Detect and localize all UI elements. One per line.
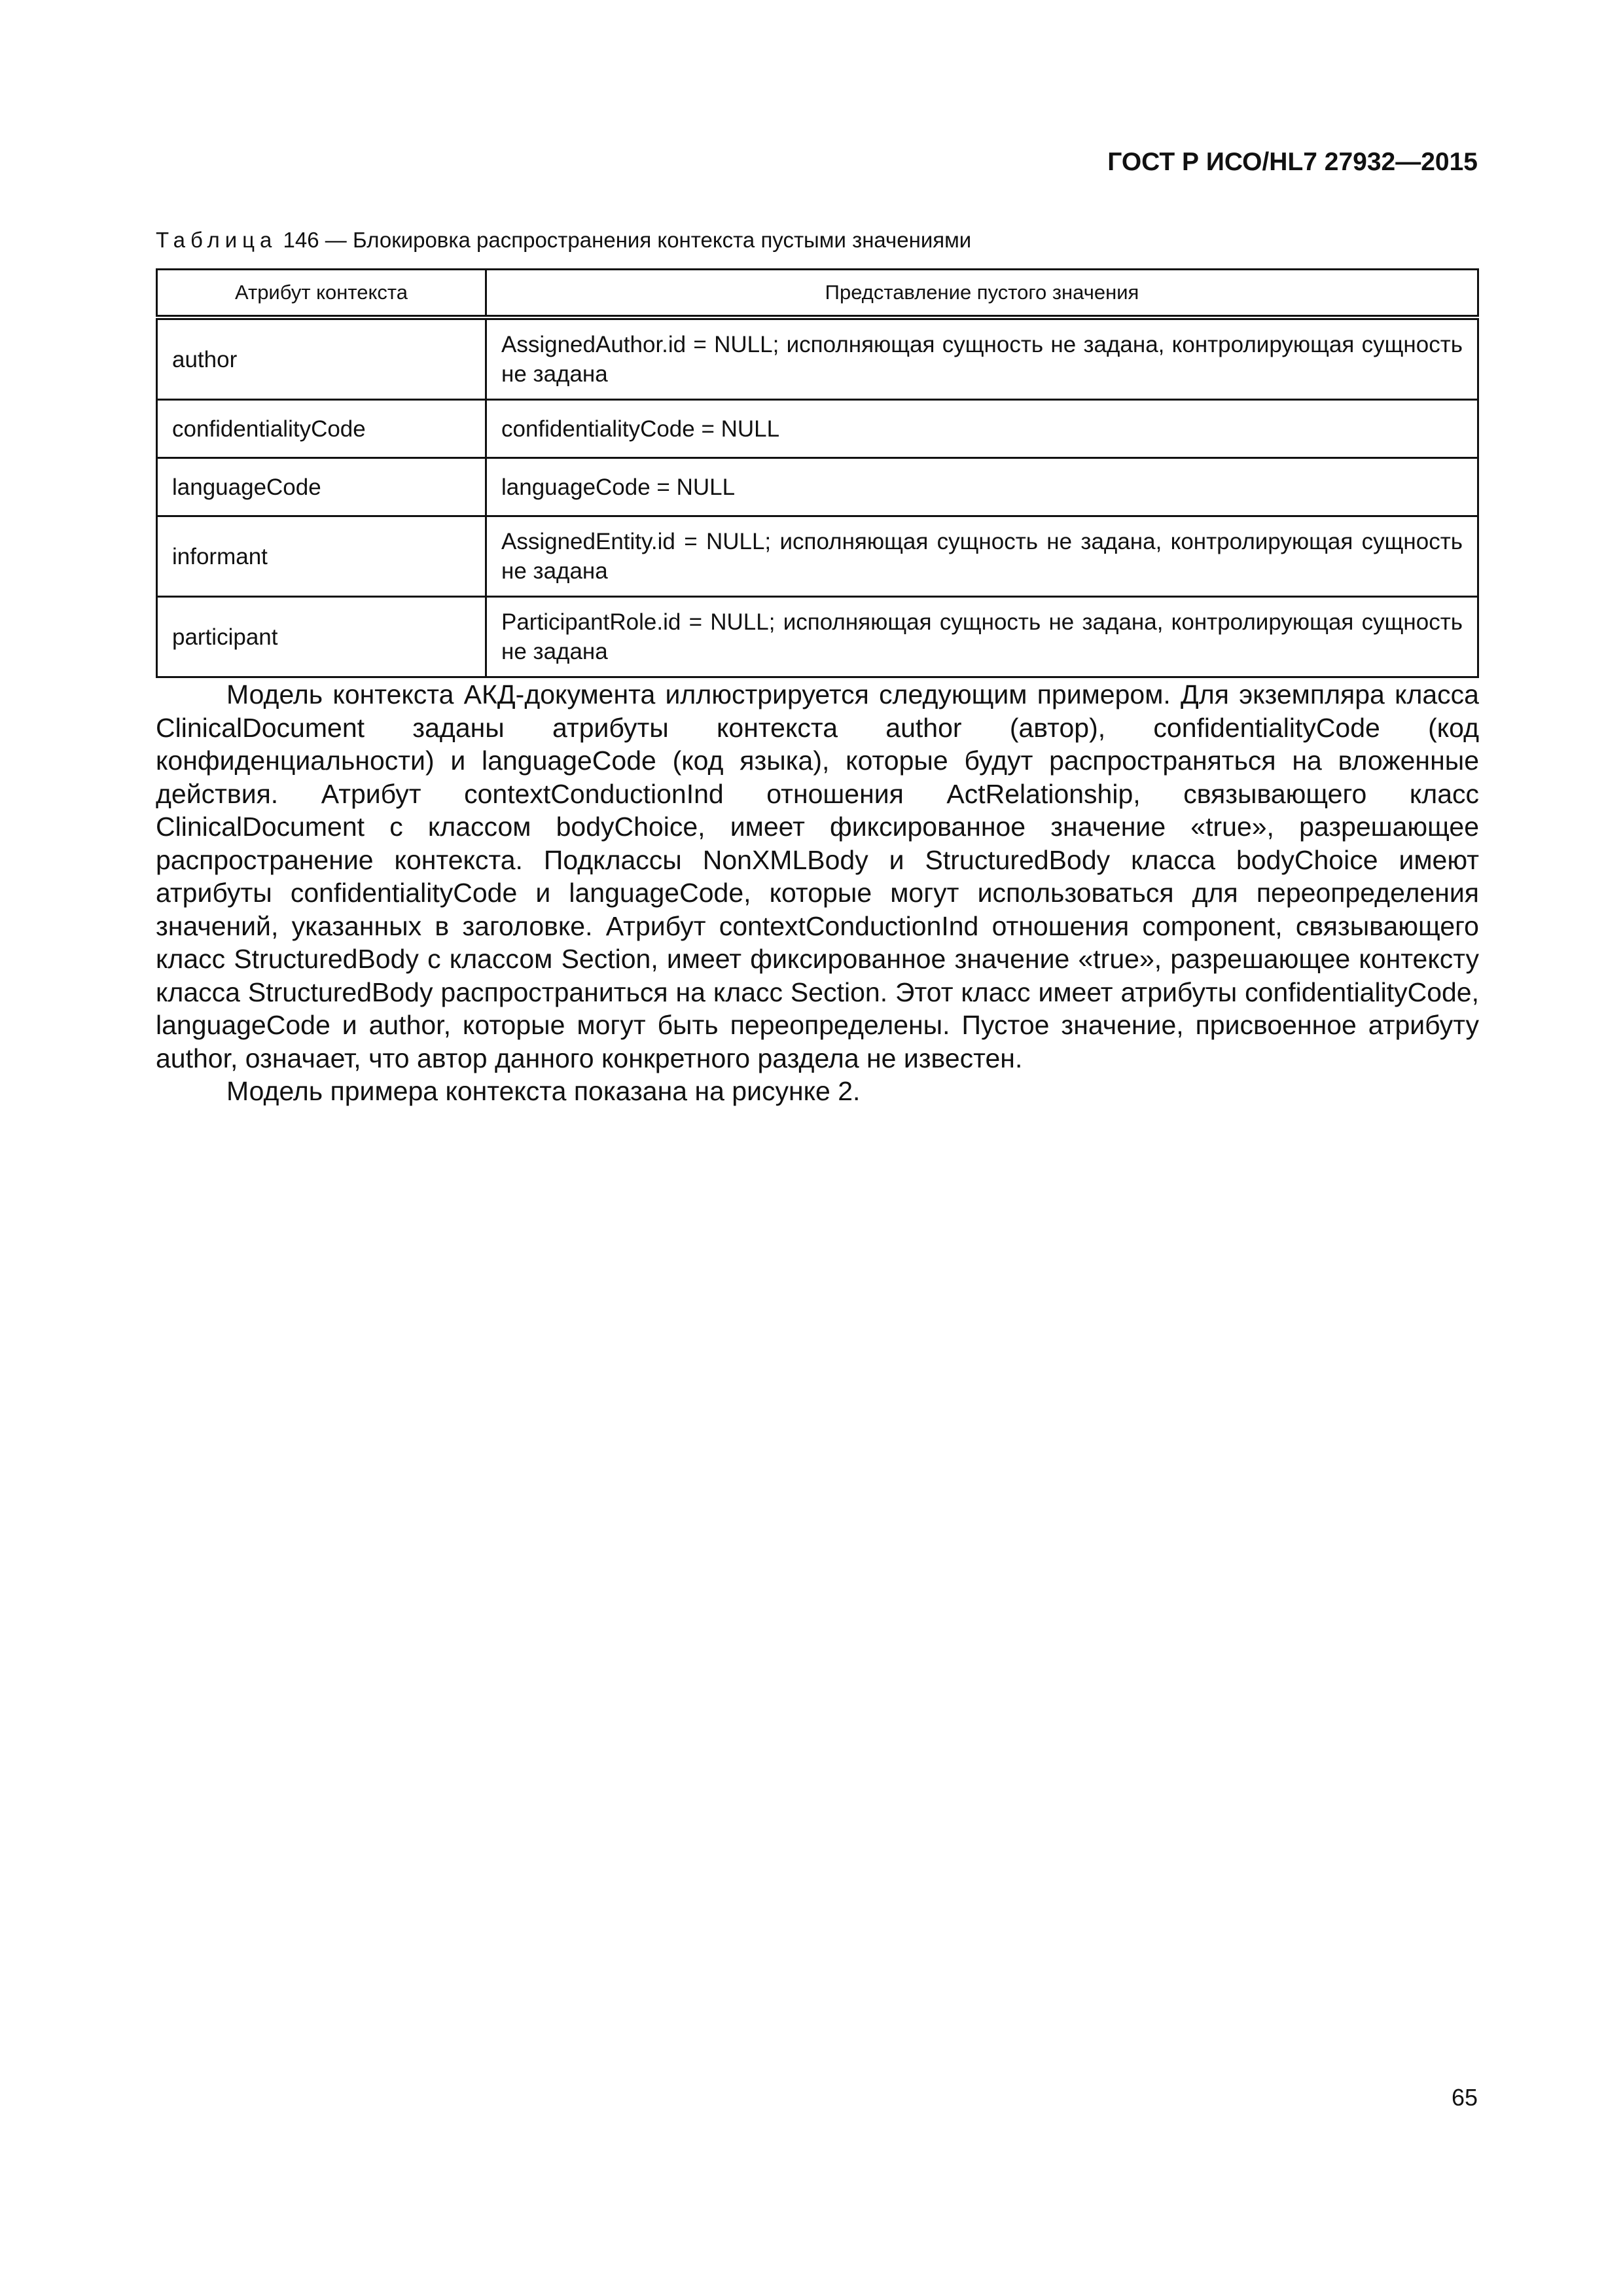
attribute-cell: confidentialityCode <box>157 400 486 458</box>
attribute-cell: informant <box>157 516 486 597</box>
table-row <box>157 400 1478 458</box>
attribute-cell: languageCode <box>157 458 486 516</box>
table-header-row <box>157 270 1478 318</box>
value-cell: AssignedEntity.id = NULL; исполняющая сущность не задана, контролирующая сущность не задана <box>486 516 1478 597</box>
table-row <box>157 597 1478 677</box>
value-cell: confidentialityCode = NULL <box>486 400 1478 458</box>
document-standard-header: ГОСТ Р ИСО/HL7 27932—2015 <box>1107 148 1478 176</box>
value-cell: languageCode = NULL <box>486 458 1478 516</box>
value-cell: AssignedAuthor.id = NULL; исполняющая сущность не задана, контролирующая сущность не задана <box>486 317 1478 400</box>
attribute-cell: author <box>157 317 486 400</box>
table-caption-text: 146 — Блокировка распространения контекста пустыми значениями <box>277 228 972 252</box>
value-cell: ParticipantRole.id = NULL; исполняющая сущность не задана, контролирующая сущность не задана <box>486 597 1478 677</box>
table-caption-label: Таблица <box>156 228 277 252</box>
attribute-cell: participant <box>157 597 486 677</box>
table-row <box>157 458 1478 516</box>
header-null-representation: Представление пустого значения <box>486 270 1478 318</box>
table-row <box>157 317 1478 400</box>
header-attribute: Атрибут контекста <box>157 270 486 318</box>
context-attributes-table <box>156 268 1479 678</box>
body-text <box>156 678 1479 1108</box>
page-number: 65 <box>1451 2084 1478 2111</box>
table-caption <box>156 228 971 253</box>
table-row <box>157 516 1478 597</box>
paragraph: Модель контекста АКД-документа иллюстрируется следующим примером. Для экземпляра класса ClinicalDocument заданы атрибуты контекста author (автор), confidentialityCode (код конфиденциальности) и languageCode (код языка), которые будут распространяться на вложенные действия. Атрибут contextConductionInd отношения ActRelationship, связывающего класс ClinicalDocument с классом bodyChoice, имеет фиксированное значение «true», разрешающее распространение контекста. Подклассы NonXMLBody и StructuredBody класса bodyChoice имеют атрибуты confidentialityCode и languageCode, которые могут использоваться для переопределения значений, указанных в заголовке. Атрибут contextConductionInd отношения component, связывающего класс StructuredBody с классом Section, имеет фиксированное значение «true», разрешающее контексту класса StructuredBody распространиться на класс Section. Этот класс имеет атрибуты confidentialityCode, languageCode и author, которые могут быть переопределены. Пустое значение, присвоенное атрибуту author, означает, что автор данного конкретного раздела не известен. <box>156 679 1479 1073</box>
paragraph: Модель примера контекста показана на рисунке 2. <box>226 1076 861 1106</box>
